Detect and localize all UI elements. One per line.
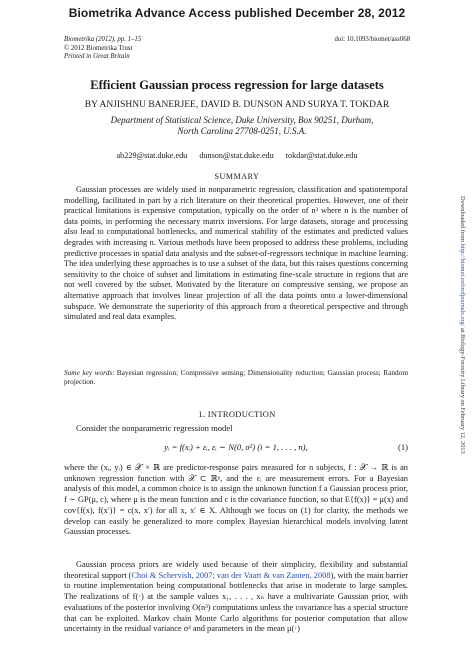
summary-heading: SUMMARY — [214, 172, 260, 181]
abstract: Gaussian processes are widely used in nonparametric regression, classification and spatiotemporal modelling, facilitated in part by a rich literature on their theoretical properties. However, one of their practical limitations is expensive computation, typically on the order of n³ where n is the number of data points, in performing the necessary matrix inversions. For large datasets, storage and processing also lead to computational bottlenecks, and numerical stability of the estimates and predicted values degrades with increasing n. Various methods have been proposed to address these problems, including predictive processes in spatial data analysis and the subset-of-regressors technique in machine learning. The idea underlying these approaches is to use a subset of the data, but this raises questions concerning sensitivity to the choice of subset and limitations in estimating fine-scale structure in regions that are not well covered by the subset. Motivated by the literature on compressive sensing, we propose an alternative approach that involves linear projection of all the data points onto a lower-dimensional subspace. We demonstrate the superiority of this approach from a theoretical perspective and through simulated and real data examples. — [64, 185, 408, 322]
keywords — [64, 368, 408, 386]
keywords-label: Some key words — [64, 368, 113, 377]
advance-access-banner: Biometrika Advance Access published December 28, 2012 — [68, 6, 406, 20]
doi: doi: 10.1093/biomet/ass068 — [334, 36, 410, 43]
intro-paragraph-2 — [64, 560, 408, 635]
paragraph2-text-a: Gaussian process priors are widely used because of their simplicity, flexibility and substantial theoretical support ( — [64, 560, 408, 580]
margin-note-suffix: at Biology-Forestry Library on February 12, 2013 — [459, 326, 466, 454]
intro-paragraph-1: where the (xᵢ, yᵢ) ∈ 𝒳 × ℝ are predictor-response pairs measured for n subjects, f : 𝒳 → ℝ is an unknown regression function with 𝒳 ⊂ ℝᵖ, and the εᵢ are measurement errors. For a Bayesian analysis of this model, a common choice is to assign the unknown function f a Gaussian process prior, f ∼ GP(μ, c), where μ is the mean function and c is the covariance function, so that E{f(x)} = μ(x) and cov{f(x), f(x′)} = c(x, x′) for all x, x′ ∈ X. Although we focus on (1) for clarity, the methods we develop can easily be generalized to more complex Bayesian hierarchical models involving latent Gaussian processes. — [64, 463, 408, 537]
section-heading-introduction: 1. INTRODUCTION — [198, 409, 276, 419]
keywords-list: : Bayesian regression; Compressive sensing; Dimensionality reduction; Gaussian process; Random projection. — [64, 368, 408, 386]
margin-note-prefix: Downloaded from — [459, 196, 466, 244]
copyright: © 2012 Biometrika Trust — [64, 44, 133, 52]
intro-sentence: Consider the nonparametric regression model — [76, 423, 233, 433]
affiliation: Department of Statistical Science, Duke University, Box 90251, Durham, North Carolina 27708-0251, U.S.A. — [110, 115, 374, 136]
email-tokdar: tokdar@stat.duke.edu — [285, 151, 358, 160]
paragraph2-text-b: ), with the main barrier to routine implementation being computational bottlenecks that arise in moderate to large samples. The realizations of f(·) at the sample values x₁, . . . , xₙ have a multivariate Gaussian prior, with evaluations of the posterior involving O(n³) computations unless the covariance has a special structure that can be exploited. Markov chain Monte Carlo algorithms for posterior computation that allow uncertainty in the residual variance σ² and parameters in the mean μ(·) — [64, 570, 408, 634]
equation-number: (1) — [397, 442, 408, 452]
equation-body: yᵢ = f(xᵢ) + εᵢ, εᵢ ∼ N(0, σ²) (i = 1, . . . , n), — [164, 442, 308, 452]
equation-1 — [64, 442, 408, 453]
paper-title: Efficient Gaussian process regression for large datasets — [90, 78, 384, 92]
printed-in: Printed in Great Britain — [64, 53, 130, 60]
journal-url-link[interactable]: http://biomet.oxfordjournals.org/ — [459, 243, 466, 327]
email-banerjee: ab229@stat.duke.edu — [116, 151, 188, 160]
citation-link[interactable]: Choi & Schervish, 2007; van der Vaart & van Zanten, 2008 — [131, 570, 331, 580]
authors: BY ANJISHNU BANERJEE, DAVID B. DUNSON AND SURYA T. TOKDAR — [84, 100, 390, 110]
download-margin-note — [459, 196, 466, 454]
journal-meta — [64, 36, 141, 62]
email-dunson: dunson@stat.duke.edu — [199, 151, 274, 160]
author-emails — [0, 151, 474, 160]
journal-citation: Biometrika (2012), pp. 1–15 — [64, 36, 142, 43]
